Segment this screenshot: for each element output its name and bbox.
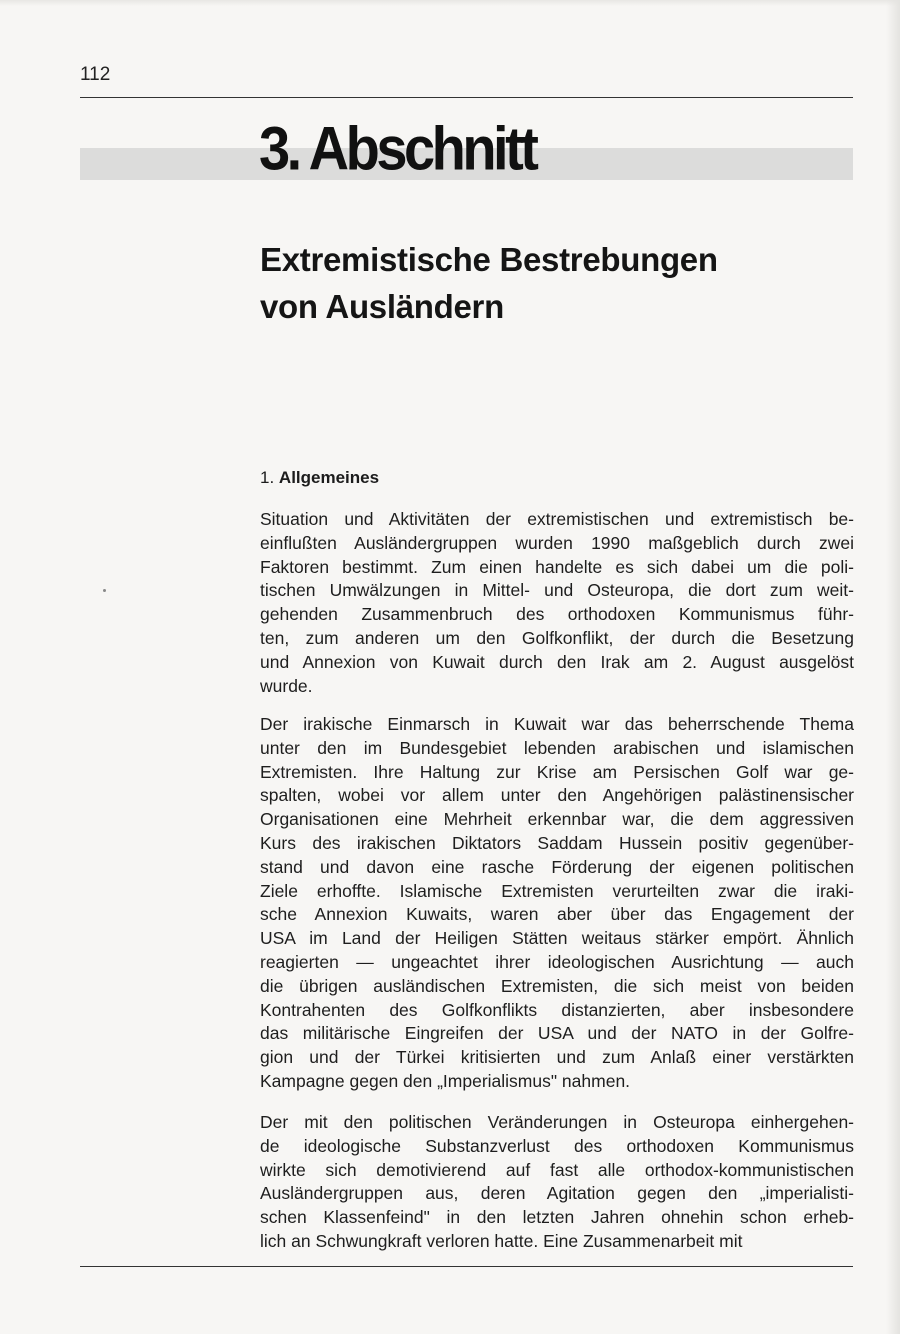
paragraph-line: stand und davon eine rasche Förderung der eigenen politischen — [260, 856, 854, 877]
paragraph-line: das militärische Eingreifen der USA und der NATO in der Golfre- — [260, 1023, 854, 1044]
paragraph-line: Der mit den politischen Veränderungen in Osteuropa einhergehen- — [260, 1112, 854, 1132]
paragraph-line: wurde. — [260, 675, 313, 696]
subsection-title: Allgemeines — [278, 468, 380, 487]
paragraph-line: Ziele erhoffte. Islamische Extremisten verurteilten zwar die iraki- — [260, 880, 854, 901]
scan-right-shadow — [886, 0, 900, 1334]
chapter-title-line: Extremistische Bestrebungen — [260, 241, 718, 278]
paragraph-line: die übrigen ausländischen Extremisten, die sich meist von beiden — [260, 975, 854, 996]
paragraph-line: unter den im Bundesgebiet lebenden arabischen und islamischen — [260, 737, 854, 758]
paragraph-line: und Annexion von Kuwait durch den Irak am 2. August ausgelöst — [260, 651, 854, 672]
page-number: 112 — [80, 64, 111, 85]
subsection-number: 1. — [260, 468, 275, 487]
top-rule — [80, 97, 853, 98]
paragraph-line: gion und der Türkei kritisierten und zum Anlaß einer verstärkten — [260, 1047, 854, 1068]
chapter-title — [260, 236, 718, 330]
paragraph-line: Der irakische Einmarsch in Kuwait war das beherrschende Thema — [260, 714, 854, 734]
paragraph-line: schen Klassenfeind" in den letzten Jahren ohnehin schon erheb- — [260, 1207, 854, 1228]
margin-mark — [103, 589, 106, 592]
chapter-title-line: von Ausländern — [260, 288, 504, 325]
paragraph-line: Faktoren bestimmt. Zum einen handelte es sich dabei um die poli- — [260, 556, 854, 577]
paragraph-line: gehenden Zusammenbruch des orthodoxen Kommunismus führ- — [260, 604, 854, 625]
scan-edge-shadow — [0, 0, 900, 6]
paragraph-line: Extremisten. Ihre Haltung zur Krise am Persischen Golf war ge- — [260, 761, 854, 782]
paragraph-line: sche Annexion Kuwaits, waren aber über das Engagement der — [260, 904, 854, 925]
paragraph-line: wirkte sich demotivierend auf fast alle orthodox-kommunistischen — [260, 1159, 854, 1180]
paragraph — [260, 1111, 854, 1254]
paragraph-line: lich an Schwungkraft verloren hatte. Eine Zusammenarbeit mit — [260, 1230, 743, 1251]
bottom-rule — [80, 1266, 853, 1267]
section-heading: 3. Abschnitt — [259, 113, 536, 183]
paragraph-line: Kontrahenten des Golfkonflikts distanzierten, aber insbesondere — [260, 999, 854, 1020]
paragraph-line: tischen Umwälzungen in Mittel- und Osteuropa, die dort zum weit- — [260, 580, 854, 601]
paragraph-line: Situation und Aktivitäten der extremistischen und extremistisch be- — [260, 509, 854, 529]
paragraph — [260, 508, 854, 698]
paragraph-line: USA im Land der Heiligen Stätten weitaus stärker empört. Ähnlich — [260, 928, 854, 949]
paragraph-line: einflußten Ausländergruppen wurden 1990 maßgeblich durch zwei — [260, 532, 854, 553]
paragraph-line: spalten, wobei vor allem unter den Angehörigen palästinensischer — [260, 785, 854, 806]
paragraph-line: ten, zum anderen um den Golfkonflikt, der durch die Besetzung — [260, 627, 854, 648]
paragraph — [260, 713, 854, 1094]
subsection-heading — [260, 468, 379, 488]
paragraph-line: Kampagne gegen den „Imperialismus" nahmen. — [260, 1070, 631, 1091]
paragraph-line: Organisationen eine Mehrheit erkennbar war, die dem aggressiven — [260, 809, 854, 830]
paragraph-line: de ideologische Substanzverlust des orthodoxen Kommunismus — [260, 1135, 854, 1156]
paragraph-line: Kurs des irakischen Diktators Saddam Hussein positiv gegenüber- — [260, 832, 854, 853]
paragraph-line: reagierten — ungeachtet ihrer ideologischen Ausrichtung — auch — [260, 951, 854, 972]
paragraph-line: Ausländergruppen aus, deren Agitation gegen den „imperialisti- — [260, 1183, 854, 1204]
